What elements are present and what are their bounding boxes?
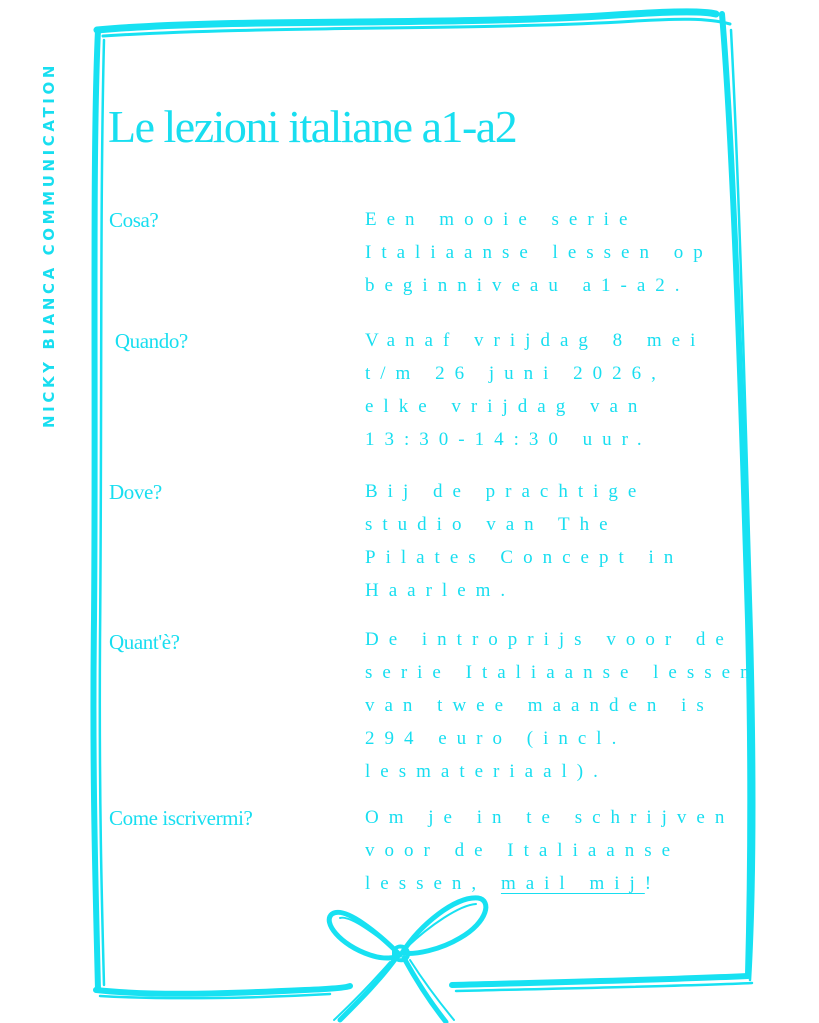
row-label-quando: Quando?: [110, 329, 188, 353]
signup-exclamation: !: [644, 873, 662, 894]
brand-name: NICKY BIANCA COMMUNICATION: [40, 62, 58, 428]
row-label-come-iscrivermi: Come iscrivermi?: [109, 806, 253, 830]
row-value-quante: De introprijs voor de serie Italiaanse lessen van twee maanden is 294 euro (incl. lesmateriaal).: [365, 629, 760, 782]
row-label-cosa: Cosa?: [109, 208, 159, 232]
mail-me-link[interactable]: mail mij: [500, 873, 645, 894]
signup-text: Om je in te schrijven voor de Italiaanse lessen,: [365, 807, 735, 894]
row-label-dove: Dove?: [109, 480, 162, 504]
page-title: Le lezioni italiane a1-a2: [108, 101, 517, 152]
row-value-dove: Bij de prachtige studio van The Pilates Concept in Haarlem.: [365, 481, 684, 601]
row-label-quante: Quant'è?: [109, 630, 180, 654]
ribbon-bow-icon: [329, 898, 486, 1022]
row-value-cosa: Een mooie serie Italiaanse lessen op beginniveau a1-a2.: [365, 209, 713, 296]
row-value-come-iscrivermi: [365, 801, 765, 900]
row-value-quando: Vanaf vrijdag 8 mei t/m 26 juni 2026, elke vrijdag van 13:30-14:30 uur.: [365, 330, 706, 450]
side-brand-column: [24, 0, 74, 470]
